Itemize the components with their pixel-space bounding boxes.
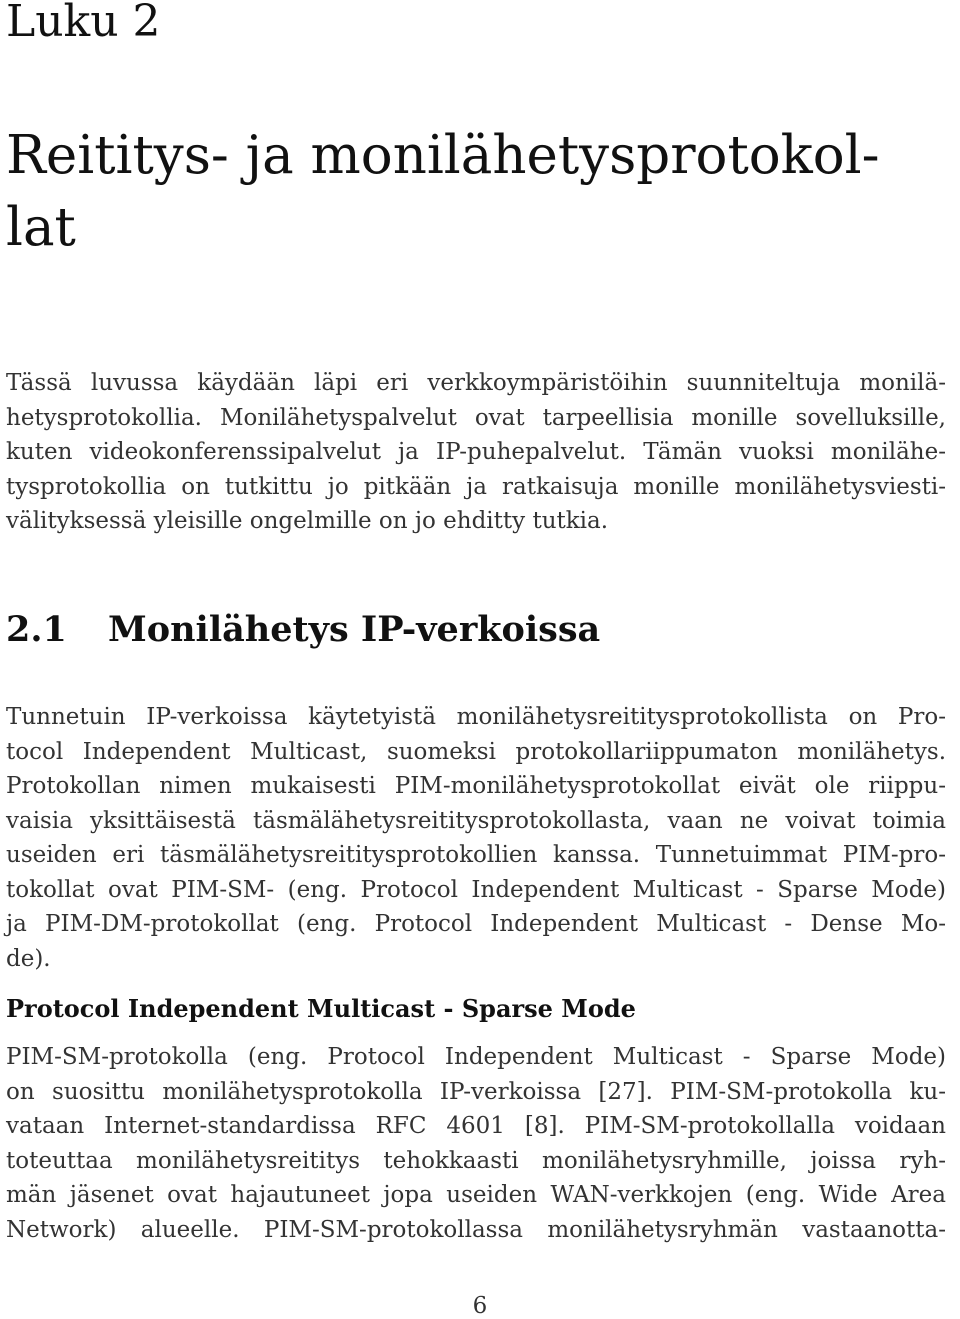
text-line: useiden eri täsmälähetysreititysprotokollien kanssa. Tunnetuimmat PIM-pro-: [6, 842, 946, 868]
intro-paragraph: [6, 366, 946, 539]
chapter-label: Luku 2: [6, 0, 161, 47]
text-line: on suosittu monilähetysprotokolla IP-verkoissa [27]. PIM-SM-protokolla ku-: [6, 1078, 946, 1105]
text-line: tysprotokollia on tutkittu jo pitkään ja ratkaisuja monille monilähetysviesti-: [6, 473, 946, 500]
text-line: Tässä luvussa käydään läpi eri verkkoympäristöihin suunniteltuja monilä-: [6, 370, 946, 396]
chapter-title: [6, 120, 880, 264]
text-line: Protokollan nimen mukaisesti PIM-monilähetysprotokollat eivät ole riippu-: [6, 773, 946, 799]
chapter-title-line: Reititys- ja monilähetysprotokol-: [6, 125, 880, 186]
section-number: 2.1: [6, 609, 67, 650]
subsection-paragraph: [6, 1040, 946, 1247]
page-number: 6: [472, 1293, 488, 1319]
text-line: toteuttaa monilähetysreititys tehokkaasti monilähetysryhmille, joissa ryh-: [6, 1147, 946, 1174]
text-line: Network) alueelle. PIM-SM-protokollassa monilähetysryhmän vastaanotta-: [6, 1216, 946, 1243]
text-line: vataan Internet-standardissa RFC 4601 [8]. PIM-SM-protokollalla voidaan: [6, 1113, 946, 1139]
text-line: välityksessä yleisille ongelmille on jo ehditty tutkia.: [6, 508, 609, 534]
text-line: ja PIM-DM-protokollat (eng. Protocol Independent Multicast - Dense Mo-: [6, 911, 946, 937]
text-line: män jäsenet ovat hajautuneet jopa useiden WAN-verkkojen (eng. Wide Area: [6, 1182, 946, 1208]
text-line: tokollat ovat PIM-SM- (eng. Protocol Independent Multicast - Sparse Mode): [6, 876, 946, 903]
text-line: tocol Independent Multicast, suomeksi protokollariippumaton monilähetys.: [6, 738, 946, 765]
text-line: vaisia yksittäisestä täsmälähetysreititysprotokollasta, vaan ne voivat toimia: [6, 807, 946, 834]
section-title: Monilähetys IP-verkoissa: [108, 609, 601, 650]
chapter-title-line: lat: [6, 197, 76, 258]
section-heading: [6, 608, 600, 652]
subsection-heading: Protocol Independent Multicast - Sparse Mode: [6, 994, 636, 1023]
text-line: de).: [6, 945, 51, 972]
text-line: hetysprotokollia. Monilähetyspalvelut ovat tarpeellisia monille sovelluksille,: [6, 404, 946, 431]
text-line: Tunnetuin IP-verkoissa käytetyistä monilähetysreititysprotokollista on Pro-: [6, 704, 946, 730]
text-line: PIM-SM-protokolla (eng. Protocol Independent Multicast - Sparse Mode): [6, 1044, 946, 1070]
section-paragraph: [6, 700, 946, 976]
text-line: kuten videokonferenssipalvelut ja IP-puhepalvelut. Tämän vuoksi monilähe-: [6, 439, 946, 465]
